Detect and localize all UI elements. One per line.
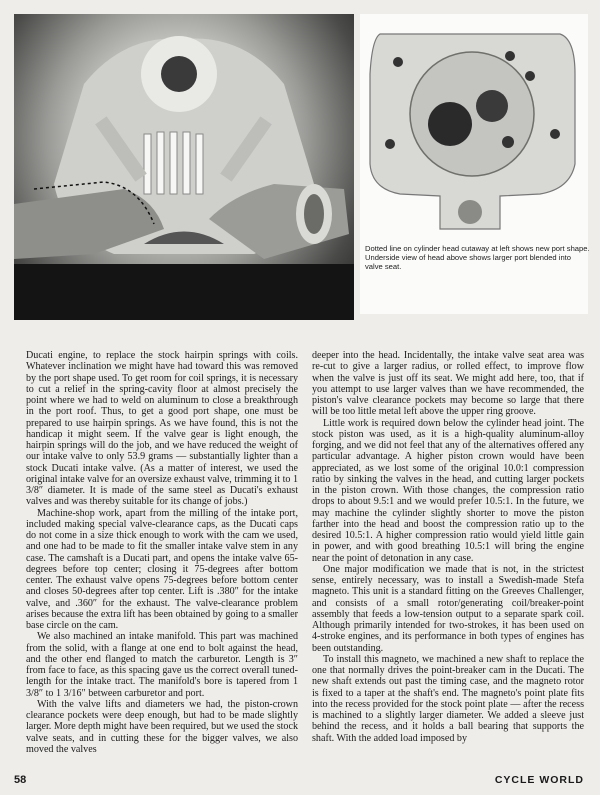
article-body <box>26 350 584 770</box>
paragraph: We also machined an intake manifold. This part was machined from the solid, with a flange at one end to bolt against the head, and the other end flanged to match the carburetor. Length is 3″ from face to face, as this spacing gave us the correct overall tuned-length for the intake tract. The manifold's bore is tapered from 1 3/8″ to 1 3/16″ between carburetor and port. <box>26 631 298 699</box>
page-number: 58 <box>14 774 27 786</box>
cylinder-head-cutaway-photo <box>14 14 354 320</box>
cutaway-illustration <box>14 14 354 320</box>
photo-caption: Dotted line on cylinder head cutaway at left shows new port shape. Underside view of head above shows larger port blended into valve seat. <box>365 244 590 271</box>
paragraph: Machine-shop work, apart from the milling of the intake port, included making special valve-clearance caps, as the Ducati caps do not come in a size thick enough to work with the cam we used, and one had to be made to fit the smaller intake valve stem in any case. The camshaft is a Ducati part, and opens the intake valve 65-degrees before top center; closing it 75-degrees after bottom center. The exhaust valve opens 75-degrees before bottom center and closes 50-degrees after top center. Lift is .380″ for the intake valve, and .360″ for the exhaust. The valve-clearance problem arises because the extra lift has been obtained by going to a smaller base circle on the cam. <box>26 507 298 631</box>
paragraph: With the valve lifts and diameters we had, the piston-crown clearance pockets were deep enough, but had to be made slightly larger. More depth might have been required, but we used the stock valve seats, and in cutting these for the bigger valves, we also moved the valves <box>26 698 298 755</box>
paragraph: To install this magneto, we machined a new shaft to replace the one that normally drives the point-breaker cam in the Ducati. The new shaft extends out past the timing case, and the magneto rotor is fixed to a taper at the shaft's end. The magneto's point plate fits into the recess provided for the stock point plate — after the recess is machined to a slightly larger diameter. We added a sleeve just behind the recess, and it holds a ball bearing that supports the shaft. With the added load imposed by <box>312 653 584 744</box>
paragraph: Ducati engine, to replace the stock hairpin springs with coils. Whatever inclination we might have had toward this was removed by the port shape used. To get room for coil springs, it is necessary to cut a relief in the spring-cavity floor at almost precisely the point where we had to weld on aluminum to close a breakthrough in the port roof. Thus, to get a good port shape, one must be prepared to use hairpin springs. As we have found, this is not the handicap it might seem. If the valve gear is light enough, the hairpin springs will do the job, and we have reduced the weight of our intake valve to only 53.9 grams — substantially lighter than a stock Ducati intake valve. (As a matter of interest, we used the original intake valve for an oversize exhaust valve, trimming it to 1 3/8″ diameter. It is made of the same steel as Ducati's exhaust valves and was thereby suitable for its change of jobs.) <box>26 350 298 508</box>
text-column-right <box>312 350 584 770</box>
magazine-name: CYCLE WORLD <box>494 774 584 786</box>
paragraph: One major modification we made that is not, in the strictest sense, entirely necessary, was to install a Swedish-made Stefa magneto. This unit is a standard fitting on the Greeves Challenger, and consists of a small rotor/generating coil/breaker-point assembly that feeds a low-tension output to a separate spark coil. Although primarily intended for two-strokes, it has been used on 4-stroke engines, and its performance in both types of engines has been outstanding. <box>312 563 584 654</box>
paragraph: Little work is required down below the cylinder head joint. The stock piston was used, as it is a high-quality aluminum-alloy forging, and we did not feel that any of the alternatives offered any particular advantage. A higher piston crown would have been appreciated, as we lost some of the original 10.0:1 compression ratio by sinking the valves in the head, and cutting larger pockets in the piston crown. With those changes, the compression ratio drops to about 9.5:1 and we would prefer 10.5:1. In the future, we may machine the cylinder slightly shorter to move the piston farther into the head and boost the compression ratio up to the desired 10.5:1. A higher compression ratio would yield little gain in power, and with good breathing 10.5:1 will bring the engine near the point of detonation in any case. <box>312 417 584 564</box>
paragraph: deeper into the head. Incidentally, the intake valve seat area was re-cut to give a larger radius, or rolled effect, to improve flow when the valve is just off its seat. We might add here, too, that if you attempt to use larger valves than we have recommended, the piston's valve clearance pockets may become so large that there will be too little metal left above the upper ring groove. <box>312 350 584 418</box>
text-column-left <box>26 350 298 770</box>
